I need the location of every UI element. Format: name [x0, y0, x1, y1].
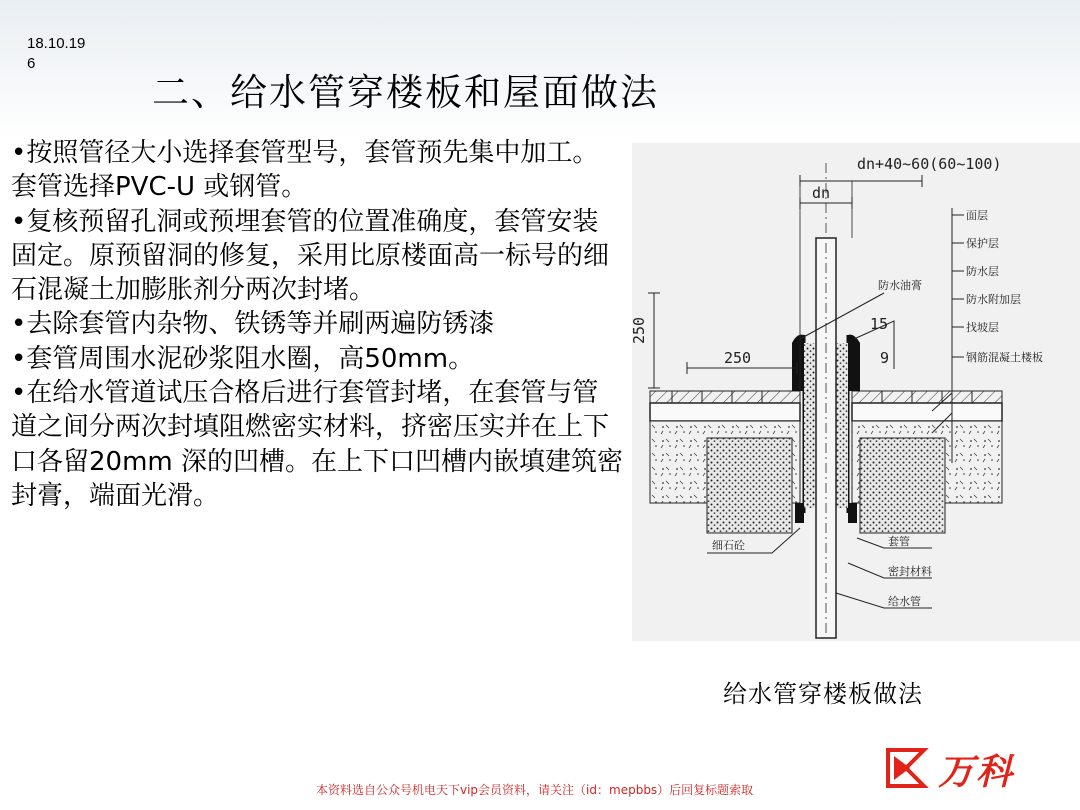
sleeve-fill-left: [804, 343, 816, 508]
body-text: [11, 136, 623, 513]
bullet-5: •在给水管道试压合格后进行套管封堵，在套管与管道之间分两次封填阻燃密实材料，挤密压实并在上下口各留20mm 深的凹槽。在上下口凹槽内嵌填建筑密封膏，端面光滑。: [11, 378, 624, 511]
dim-pipe-label: dn: [812, 184, 831, 202]
label-extra-waterproof-layer: 防水附加层: [966, 293, 1021, 306]
label-concrete-slab: 钢筋混凝土楼板: [966, 351, 1043, 364]
bullet-2: •复核预留孔洞或预埋套管的位置准确度，套管安装固定。原预留洞的修复，采用比原楼面高一标号的细石混凝土加膨胀剂分两次封堵。: [11, 206, 610, 306]
dim-height-label: 250: [630, 316, 648, 344]
dim-slope-a: 15: [870, 315, 889, 333]
label-waterproof-sealant: 防水油膏: [878, 279, 922, 292]
sleeve-fill-right: [836, 343, 848, 508]
label-water-pipe: 给水管: [888, 595, 921, 608]
slide-page-number: 6: [27, 55, 36, 72]
dim-slope-b: 9: [880, 349, 890, 367]
bullet-3: •去除套管内杂物、铁锈等并刷两遍防锈漆: [11, 309, 495, 340]
figure-caption: 给水管穿楼板做法: [723, 680, 923, 708]
water-pipe: [816, 163, 836, 643]
label-protective-layer: 保护层: [966, 237, 999, 250]
brand-logo-text: 万科: [938, 752, 1015, 793]
pipe-section-drawing: [632, 143, 1080, 641]
label-surface-layer: 面层: [966, 209, 988, 222]
bullet-4: •套管周围水泥砂浆阻水圈，高50mm。: [11, 343, 475, 374]
label-sleeve: 套管: [888, 535, 910, 548]
slide-date: [27, 34, 117, 74]
label-sealing-material: 密封材料: [888, 565, 932, 578]
dim-top-label: dn+40~60(60~100): [857, 155, 1002, 173]
label-slope-layer: 找坡层: [966, 321, 999, 334]
label-fine-concrete: 细石砼: [712, 539, 745, 552]
slide-title: 二、给水管穿楼板和屋面做法: [152, 71, 659, 114]
dim-width-label: 250: [724, 349, 752, 367]
bullet-1: •按照管径大小选择套管型号，套管预先集中加工。套管选择PVC-U 或钢管。: [11, 138, 599, 203]
label-waterproof-layer: 防水层: [966, 265, 999, 278]
footer-note: 本资料选自公众号机电天下vip会员资料，请关注（id：mepbbs）后回复标题索取: [316, 783, 754, 797]
slide-date-text: 18.10.19: [27, 35, 86, 52]
